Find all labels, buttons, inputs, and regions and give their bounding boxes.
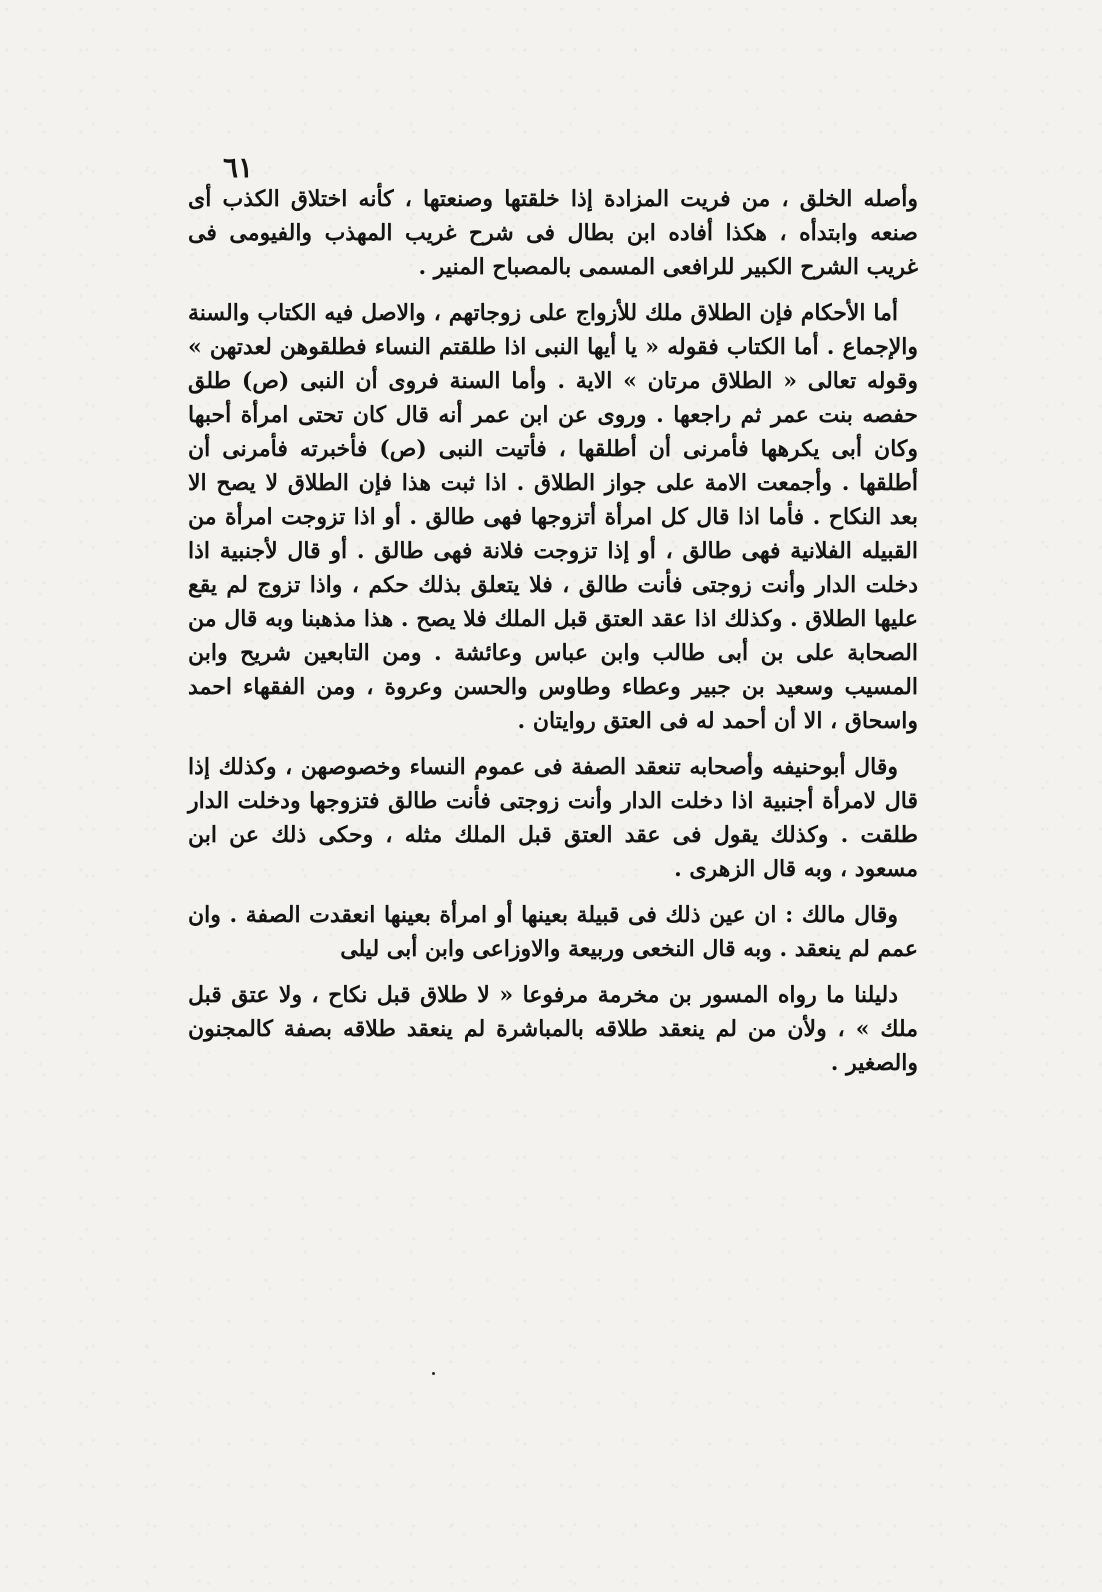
paragraph-3: وقال أبوحنيفه وأصحابه تنعقد الصفة فى عموم النساء وخصوصهن ، وكذلك إذا قال لامرأة أجنبية اذا دخلت الدار وأنت زوجتى فأنت طالق فتزوجها ودخلت الدار طلقت . وكذلك يقول فى عقد العتق قبل الملك مثله ، وحكى ذلك عن ابن مسعود ، وبه قال الزهرى . bbox=[188, 754, 918, 882]
main-text bbox=[188, 182, 918, 1080]
page-number: ٦١ bbox=[223, 151, 254, 184]
ink-dot bbox=[432, 1372, 435, 1375]
paragraph-1: وأصله الخلق ، من فريت المزادة إذا خلقتها وصنعتها ، كأنه اختلاق الكذب أى صنعه وابتدأه ، هكذا أفاده ابن بطال فى شرح غريب المهذب والفيومى فى غريب الشرح الكبير للرافعى المسمى بالمصباح المنير . bbox=[188, 186, 918, 280]
paragraph-2: أما الأحكام فإن الطلاق ملك للأزواج على زوجاتهم ، والاصل فيه الكتاب والسنة والإجماع . أما الكتاب فقوله « يا أيها النبى اذا طلقتم النساء فطلقوهن لعدتهن » وقوله تعالى « الطلاق مرتان » الاية . وأما السنة فروى أن النبى (ص) طلق حفصه بنت عمر ثم راجعها . وروى عن ابن عمر أنه قال كان تحتى امرأة أحبها وكان أبى يكرهها فأمرنى أن أطلقها ، فأتيت النبى (ص) فأخبرته فأمرنى أن أطلقها . وأجمعت الامة على جواز الطلاق . اذا ثبت هذا فإن الطلاق لا يصح الا بعد النكاح . فأما اذا قال كل امرأة أتزوجها فهى طالق . أو اذا تزوجت امرأة من القبيله الفلانية فهى طالق ، أو إذا تزوجت فلانة فهى طالق . أو قال لأجنبية اذا دخلت الدار وأنت زوجتى فأنت طالق ، فلا يتعلق بذلك حكم ، واذا تزوج لم يقع عليها الطلاق . وكذلك اذا عقد العتق قبل الملك فلا يصح . هذا مذهبنا وبه قال من الصحابة على بن أبى طالب وابن عباس وعائشة . ومن التابعين شريح وابن المسيب وسعيد بن جبير وعطاء وطاوس والحسن وعروة ، ومن الفقهاء احمد واسحاق ، الا أن أحمد له فى العتق روايتان . bbox=[188, 300, 918, 734]
paragraph-5: دليلنا ما رواه المسور بن مخرمة مرفوعا « لا طلاق قبل نكاح ، ولا عتق قبل ملك » ، ولأن من لم ينعقد طلاقه بالمباشرة لم ينعقد طلاقه بصفة كالمجنون والصغير . bbox=[188, 982, 918, 1076]
paragraph-4: وقال مالك : ان عين ذلك فى قبيلة بعينها أو امرأة بعينها انعقدت الصفة . وان عمم لم ينعقد . وبه قال النخعى وربيعة والاوزاعى وابن أبى ليلى bbox=[188, 902, 918, 962]
